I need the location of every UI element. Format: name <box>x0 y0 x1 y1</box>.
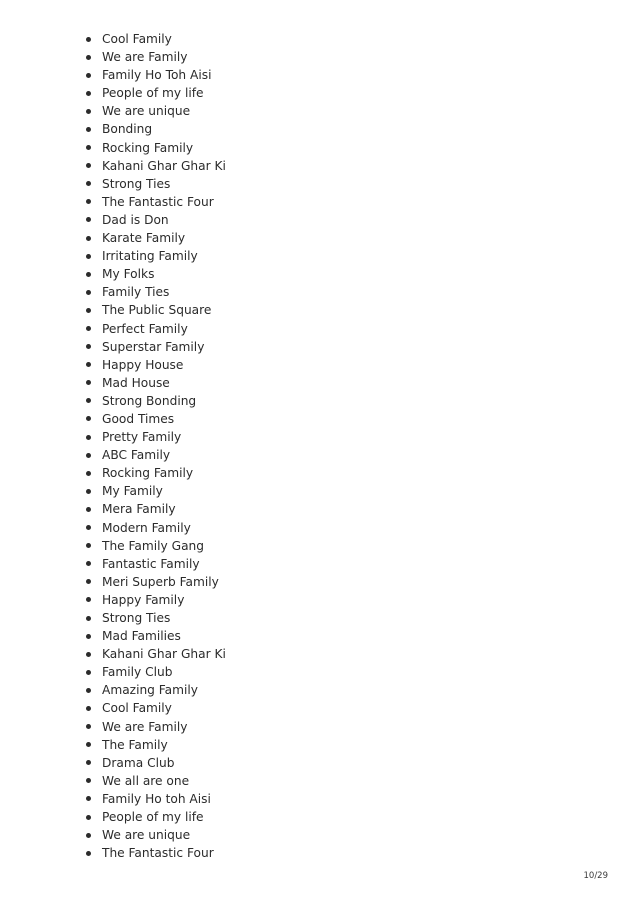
bullet-icon <box>86 91 91 96</box>
list-item <box>86 229 226 247</box>
page-number: 10/29 <box>583 871 608 881</box>
list-item-text: The Family <box>102 737 168 752</box>
list-item <box>86 500 226 518</box>
list-item <box>86 663 226 681</box>
list-item-text: Family Club <box>102 665 173 680</box>
list-item-text: We are Family <box>102 719 188 734</box>
list-item-text: We are unique <box>102 828 191 843</box>
list-item-text: We all are one <box>102 773 190 788</box>
bullet-icon <box>86 37 91 42</box>
bullet-icon <box>86 796 91 801</box>
bullet-icon <box>86 706 91 711</box>
list-item <box>86 790 226 808</box>
bullet-icon <box>86 435 91 440</box>
list-item <box>86 826 226 844</box>
list-item-text: Family Ho Toh Aisi <box>102 68 212 83</box>
list-item <box>86 102 226 120</box>
bullet-icon <box>86 724 91 729</box>
list-item-text: My Family <box>102 484 163 499</box>
list-item <box>86 718 226 736</box>
list-item-text: Amazing Family <box>102 683 199 698</box>
list-item-text: Happy House <box>102 357 184 372</box>
list-item <box>86 139 226 157</box>
bullet-icon <box>86 579 91 584</box>
list-item <box>86 301 226 319</box>
bullet-icon <box>86 652 91 657</box>
list-item-text: Cool Family <box>102 32 172 46</box>
list-item <box>86 555 226 573</box>
bullet-icon <box>86 760 91 765</box>
bullet-icon <box>86 851 91 856</box>
bullet-icon <box>86 815 91 820</box>
list-item <box>86 428 226 446</box>
bullet-icon <box>86 616 91 621</box>
bullet-icon <box>86 199 91 204</box>
list-item-text: Modern Family <box>102 520 191 535</box>
list-item-text: People of my life <box>102 810 204 825</box>
list-item <box>86 754 226 772</box>
list-item <box>86 320 226 338</box>
list-item-text: The Fantastic Four <box>102 194 214 209</box>
bullet-icon <box>86 362 91 367</box>
list-item-text: Good Times <box>102 411 175 426</box>
bullet-icon <box>86 778 91 783</box>
list-item-text: Pretty Family <box>102 430 182 445</box>
list-item-text: Strong Ties <box>102 176 171 191</box>
list-item <box>86 265 226 283</box>
list-item-text: Mad Families <box>102 629 181 644</box>
list-item-text: Bonding <box>102 122 153 137</box>
list-item-text: Mera Family <box>102 502 176 517</box>
list-item <box>86 446 226 464</box>
list-item-text: The Fantastic Four <box>102 846 214 861</box>
list-item <box>86 66 226 84</box>
bullet-icon <box>86 290 91 295</box>
list-item-text: Happy Family <box>102 592 185 607</box>
list-item-text: Rocking Family <box>102 140 194 155</box>
bullet-icon <box>86 380 91 385</box>
list-item <box>86 175 226 193</box>
bullet-icon <box>86 416 91 421</box>
bullet-icon <box>86 109 91 114</box>
list-item <box>86 808 226 826</box>
list-item-text: Dad is Don <box>102 212 169 227</box>
list-item-text: Family Ties <box>102 285 170 300</box>
list-item-text: ABC Family <box>102 448 171 463</box>
bullet-icon <box>86 344 91 349</box>
list-item-text: Mad House <box>102 375 170 390</box>
list-item <box>86 193 226 211</box>
list-item-text: My Folks <box>102 267 155 282</box>
list-item-text: Karate Family <box>102 231 186 246</box>
list-item-text: We are Family <box>102 50 188 65</box>
bullet-icon <box>86 742 91 747</box>
list-item-text: Superstar Family <box>102 339 205 354</box>
list-item <box>86 120 226 138</box>
bullet-icon <box>86 181 91 186</box>
bullet-icon <box>86 163 91 168</box>
bullet-icon <box>86 272 91 277</box>
list-item <box>86 410 226 428</box>
list-item <box>86 681 226 699</box>
list-item-text: Rocking Family <box>102 466 194 481</box>
bullet-icon <box>86 236 91 241</box>
list-item-text: The Family Gang <box>102 538 205 553</box>
list-item <box>86 844 226 862</box>
bullet-icon <box>86 634 91 639</box>
list-item <box>86 356 226 374</box>
list-item-text: Family Ho toh Aisi <box>102 791 211 806</box>
list-item <box>86 211 226 229</box>
family-name-list <box>86 30 226 862</box>
bullet-icon <box>86 525 91 530</box>
list-item <box>86 736 226 754</box>
bullet-icon <box>86 254 91 259</box>
list-item-text: People of my life <box>102 86 204 101</box>
bullet-icon <box>86 145 91 150</box>
bullet-icon <box>86 453 91 458</box>
list-item-text: The Public Square <box>102 303 212 318</box>
list-item <box>86 157 226 175</box>
list-item <box>86 338 226 356</box>
bullet-icon <box>86 507 91 512</box>
list-item <box>86 573 226 591</box>
bullet-icon <box>86 217 91 222</box>
list-item-text: Kahani Ghar Ghar Ki <box>102 158 226 173</box>
list-item <box>86 48 226 66</box>
list-item-text: Irritating Family <box>102 249 198 264</box>
list-item <box>86 464 226 482</box>
bullet-icon <box>86 471 91 476</box>
list-item <box>86 374 226 392</box>
bullet-icon <box>86 561 91 566</box>
bullet-icon <box>86 543 91 548</box>
list-item <box>86 699 226 717</box>
list-item-text: Strong Ties <box>102 611 171 625</box>
bullet-icon <box>86 73 91 78</box>
list-item <box>86 283 226 301</box>
list-item <box>86 84 226 102</box>
list-item-text: Kahani Ghar Ghar Ki <box>102 647 226 662</box>
bullet-icon <box>86 326 91 331</box>
bullet-icon <box>86 489 91 494</box>
bullet-icon <box>86 597 91 602</box>
list-item <box>86 609 226 627</box>
list-item <box>86 247 226 265</box>
list-item-text: Cool Family <box>102 701 172 716</box>
list-item-text: Fantastic Family <box>102 556 200 571</box>
bullet-icon <box>86 670 91 675</box>
list-item <box>86 519 226 537</box>
list-item <box>86 30 226 48</box>
list-item-text: Meri Superb Family <box>102 574 219 589</box>
bullet-icon <box>86 55 91 60</box>
list-item-text: Strong Bonding <box>102 393 197 408</box>
bullet-icon <box>86 127 91 132</box>
list-item <box>86 627 226 645</box>
bullet-icon <box>86 308 91 313</box>
bullet-icon <box>86 688 91 693</box>
list-item-text: Drama Club <box>102 755 175 770</box>
list-item <box>86 772 226 790</box>
list-item <box>86 537 226 555</box>
list-item-text: Perfect Family <box>102 321 188 336</box>
list-item <box>86 645 226 663</box>
bullet-icon <box>86 833 91 838</box>
list-item <box>86 392 226 410</box>
list-item <box>86 482 226 500</box>
list-item <box>86 591 226 609</box>
list-item-text: We are unique <box>102 104 191 119</box>
bullet-icon <box>86 398 91 403</box>
